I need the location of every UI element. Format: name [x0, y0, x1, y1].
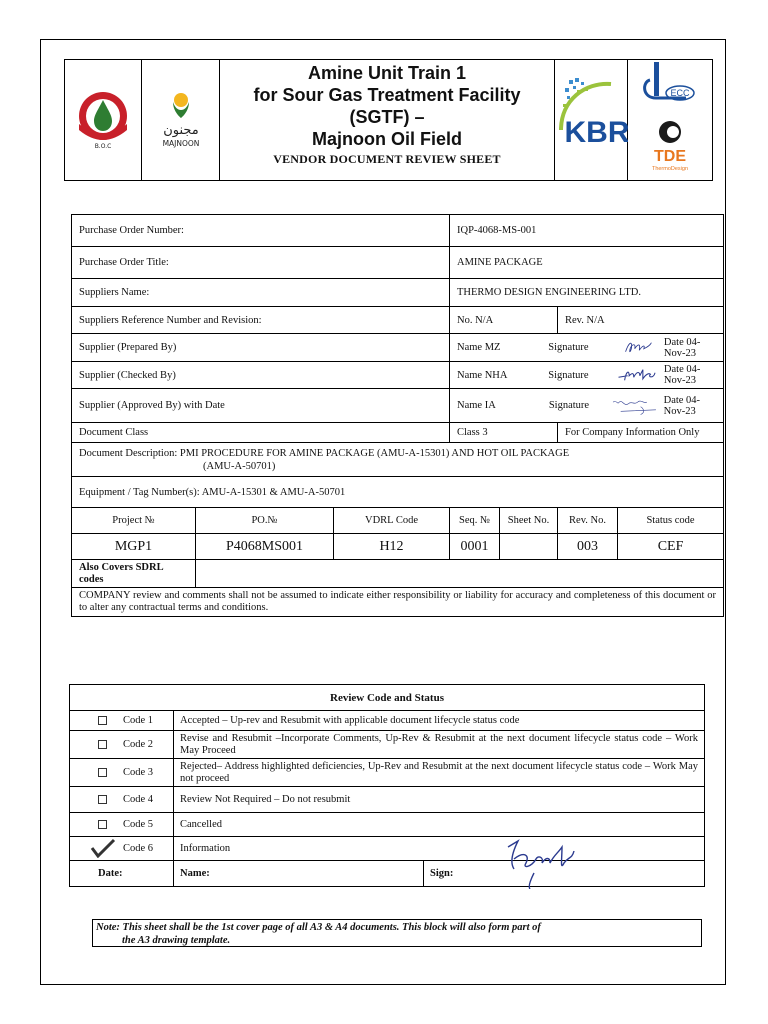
seq-no-value: 0001: [450, 534, 500, 560]
status-code-header: Status code: [618, 508, 724, 534]
company-disclaimer: COMPANY review and comments shall not be assumed to indicate either responsibility or liability for accuracy and completeness of this document or to alter any contractual terms and conditions.: [72, 588, 724, 617]
review-code-label: Code 1: [123, 715, 154, 726]
review-sign-cell: [424, 861, 705, 887]
rev-no-value: 003: [558, 534, 618, 560]
seq-no-header: Seq. №: [450, 508, 500, 534]
document-header: [64, 59, 713, 181]
majnoon-logo-cell: [142, 60, 220, 180]
tde-logo-text: TDE: [654, 148, 686, 165]
boc-logo: [65, 60, 142, 180]
vdrl-code-value: H12: [334, 534, 450, 560]
review-code-description: Accepted – Up-rev and Resubmit with applicable document lifecycle status code: [174, 711, 705, 731]
po-title-value: AMINE PACKAGE: [450, 247, 724, 279]
vdrl-code-header: VDRL Code: [334, 508, 450, 534]
project-no-value: MGP1: [72, 534, 196, 560]
review-code-row: [70, 731, 705, 759]
review-code-row: [70, 837, 705, 861]
boc-logo-cell: [65, 60, 142, 180]
review-code-description: Rejected– Address highlighted deficiencies, Up-Rev and Resubmit at the next document lifecycle status code – Work May not proceed: [174, 759, 705, 787]
review-code-cell[interactable]: [70, 711, 174, 731]
checkbox-icon[interactable]: [98, 795, 107, 804]
doc-class-note: For Company Information Only: [558, 423, 724, 443]
rev-no-header: Rev. No.: [558, 508, 618, 534]
approved-by-date: Date 04-Nov-23: [663, 394, 701, 417]
title-line-2: for Sour Gas Treatment Facility: [253, 85, 521, 105]
also-covers-sdrl-value: [196, 560, 724, 588]
vendor-info-table: [71, 214, 724, 617]
checked-by-row: [450, 362, 724, 389]
review-code-description: Review Not Required – Do not resubmit: [174, 787, 705, 813]
title-line-1: Amine Unit Train 1: [307, 63, 467, 83]
review-date-label: Date:: [70, 861, 174, 887]
supplier-ref-label: Suppliers Reference Number and Revision:: [72, 307, 450, 334]
checked-by-label: Supplier (Checked By): [72, 362, 450, 389]
review-code-row: [70, 787, 705, 813]
checkbox-icon[interactable]: [98, 820, 107, 829]
approved-by-signature-label: Signature: [548, 400, 590, 411]
po-title-label: Purchase Order Title:: [72, 247, 450, 279]
review-code-description: Cancelled: [174, 813, 705, 837]
note-line-2: the A3 drawing template.: [122, 935, 231, 946]
po-no-value: P4068MS001: [196, 534, 334, 560]
kbr-logo-cell: [555, 60, 628, 180]
review-code-row: [70, 759, 705, 787]
checked-by-name: Name NHA: [457, 369, 508, 381]
review-code-description: Revise and Resubmit –Incorporate Comments, Up-Rev & Resubmit at the next document lifecycle status code – Work May Proceed: [174, 731, 705, 759]
supplier-ref-rev: Rev. N/A: [558, 307, 724, 334]
checked-signature-image: [617, 364, 664, 386]
po-number-label: Purchase Order Number:: [72, 215, 450, 247]
supplier-name-value: THERMO DESIGN ENGINEERING LTD.: [450, 279, 724, 307]
document-description-line-1: Document Description: PMI PROCEDURE FOR AMINE PACKAGE (AMU-A-15301) AND HOT OIL PACKAGE: [79, 447, 570, 459]
review-code-cell[interactable]: [70, 759, 174, 787]
ecc-tde-logo: [628, 60, 712, 180]
review-code-label: Code 6: [123, 843, 154, 854]
sheet-no-value: [500, 534, 558, 560]
prepared-by-date: Date 04-Nov-23: [663, 336, 701, 359]
note-line-1: Note: This sheet shall be the 1st cover page of all A3 & A4 documents. This block will also form part of: [96, 922, 541, 933]
majnoon-logo-text: MAJNOON: [162, 139, 200, 148]
prepared-by-label: Supplier (Prepared By): [72, 334, 450, 362]
checkbox-icon[interactable]: [98, 740, 107, 749]
approved-by-label: Supplier (Approved By) with Date: [72, 389, 450, 423]
po-no-header: PO.№: [196, 508, 334, 534]
majnoon-arabic-text: مجنون: [163, 123, 199, 138]
po-number-value: IQP-4068-MS-001: [450, 215, 724, 247]
also-covers-sdrl-label: Also Covers SDRL codes: [72, 560, 196, 588]
approved-by-row: [450, 389, 724, 423]
supplier-ref-no: No. N/A: [450, 307, 558, 334]
sheet-no-header: Sheet No.: [500, 508, 558, 534]
ecc-logo-text: ECC: [670, 88, 690, 98]
approved-signature-image: [610, 393, 664, 419]
review-code-row: [70, 711, 705, 731]
kbr-logo: [555, 60, 628, 180]
checked-by-signature-label: Signature: [548, 369, 589, 381]
prepared-by-name: Name MZ: [457, 342, 501, 353]
review-code-cell[interactable]: [70, 787, 174, 813]
checkbox-icon[interactable]: [98, 716, 107, 725]
review-table-title: Review Code and Status: [70, 685, 705, 711]
codes-header-row: [72, 508, 724, 534]
majnoon-logo: [142, 60, 220, 180]
cover-page-note: [92, 919, 702, 947]
review-code-cell[interactable]: [70, 837, 174, 861]
tde-logo-subtext: ThermoDesign: [651, 166, 689, 172]
project-no-header: Project №: [72, 508, 196, 534]
equipment-tag-numbers: Equipment / Tag Number(s): AMU-A-15301 & AMU-A-50701: [72, 477, 724, 508]
review-code-table: [69, 684, 705, 887]
checkbox-icon[interactable]: [98, 768, 107, 777]
approved-by-name: Name IA: [457, 400, 496, 411]
doc-class-label: Document Class: [72, 423, 450, 443]
sheet-subtitle: VENDOR DOCUMENT REVIEW SHEET: [273, 152, 501, 166]
prepared-signature-image: [621, 337, 664, 359]
status-code-value: CEF: [618, 534, 724, 560]
review-code-label: Code 3: [123, 767, 154, 778]
doc-class-value: Class 3: [450, 423, 558, 443]
title-line-3: (SGTF) –: [349, 107, 425, 127]
prepared-by-row: [450, 334, 724, 362]
review-code-label: Code 4: [123, 794, 154, 805]
supplier-name-label: Suppliers Name:: [72, 279, 450, 307]
review-code-cell[interactable]: [70, 813, 174, 837]
reviewer-signature-image: [500, 829, 600, 889]
title-line-4: Majnoon Oil Field: [312, 129, 462, 149]
checked-by-date: Date 04-Nov-23: [663, 364, 701, 386]
review-sign-label: Sign:: [430, 868, 454, 879]
document-description-line-2: (AMU-A-50701): [203, 460, 276, 472]
boc-logo-text: B.O.C: [94, 143, 112, 150]
header-title-block: [220, 60, 555, 180]
review-code-cell[interactable]: [70, 731, 174, 759]
checkmark-icon: [90, 838, 116, 858]
review-code-label: Code 2: [123, 739, 154, 750]
ecc-tde-logo-cell: [628, 60, 712, 180]
prepared-by-signature-label: Signature: [548, 342, 589, 353]
review-code-description: Information: [174, 837, 705, 861]
review-code-row: [70, 813, 705, 837]
document-description: [72, 443, 724, 477]
codes-value-row: [72, 534, 724, 560]
review-code-label: Code 5: [123, 819, 154, 830]
review-name-label: Name:: [174, 861, 424, 887]
kbr-logo-text: KBR: [564, 116, 628, 149]
